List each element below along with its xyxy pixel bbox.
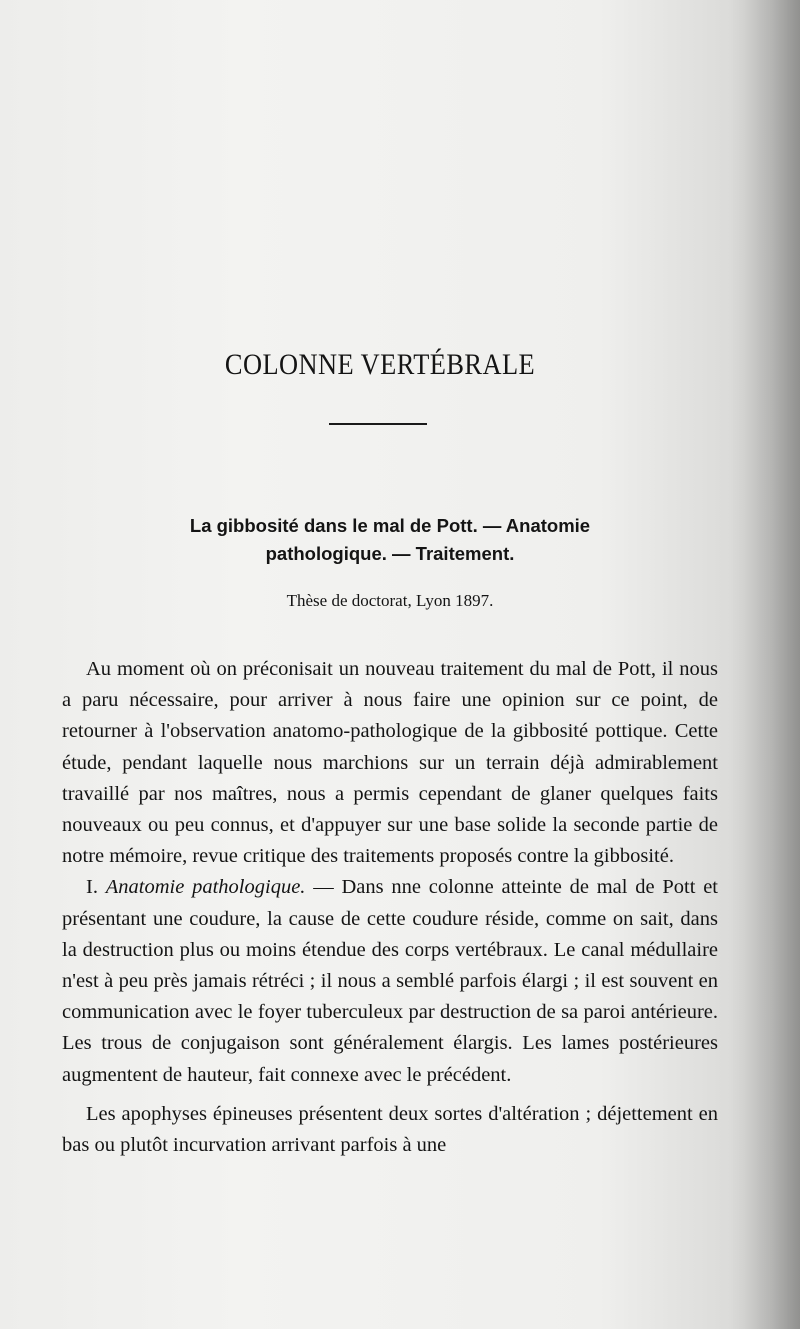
paragraph-3-text: Les apophyses épineuses présentent deux sortes d'altération ; déjettement en bas ou plutôt incurvation arrivant parfois à une bbox=[62, 1102, 718, 1157]
paragraph-1 bbox=[62, 654, 718, 872]
article-title bbox=[60, 512, 720, 568]
body-text bbox=[62, 654, 718, 1161]
article-title-line-1: La gibbosité dans le mal de Pott. — Anatomie bbox=[189, 515, 591, 536]
page-edge-shadow bbox=[730, 0, 800, 1329]
paragraph-3 bbox=[62, 1099, 718, 1161]
paragraph-2 bbox=[62, 872, 718, 1090]
article-title-line-2: pathologique. — Traitement. bbox=[265, 543, 515, 564]
chapter-title: COLONNE VERTÉBRALE bbox=[224, 348, 536, 381]
paragraph-1-text: Au moment où on préconisait un nouveau traitement du mal de Pott, il nous a paru nécessaire, pour arriver à nous faire une opinion sur ce point, de retourner à l'observation anatomo-pathologique de la gibbosité pottique. Cette étude, pendant laquelle nous marchions sur un terrain déjà admirablement travaillé par nos maîtres, nous a permis cependant de glaner quelques faits nouveaux ou peu connus, et d'appuyer sur une base solide la seconde partie de notre mémoire, revue critique des traitements proposés contre la gibbosité. bbox=[62, 658, 718, 868]
title-rule bbox=[329, 423, 427, 425]
paragraph-2-text: — Dans nne colonne atteinte de mal de Pott et présentant une coudure, la cause de cette coudure réside, comme on sait, dans la destruction plus ou moins étendue des corps vertébraux. Le canal médullaire n'est à peu près jamais rétréci ; il nous a semblé parfois élargi ; il est souvent en communication avec le foyer tuberculeux par destruction de sa paroi antérieure. Les trous de conjugaison sont généralement élargis. Les lames postérieures augmentent de hauteur, fait connexe avec le précédent. bbox=[62, 876, 718, 1086]
paragraph-2-italic: Anatomie pathologique. bbox=[105, 876, 306, 899]
article-source: Thèse de doctorat, Lyon 1897. bbox=[286, 591, 494, 610]
paragraph-2-lead: I. bbox=[86, 876, 98, 899]
